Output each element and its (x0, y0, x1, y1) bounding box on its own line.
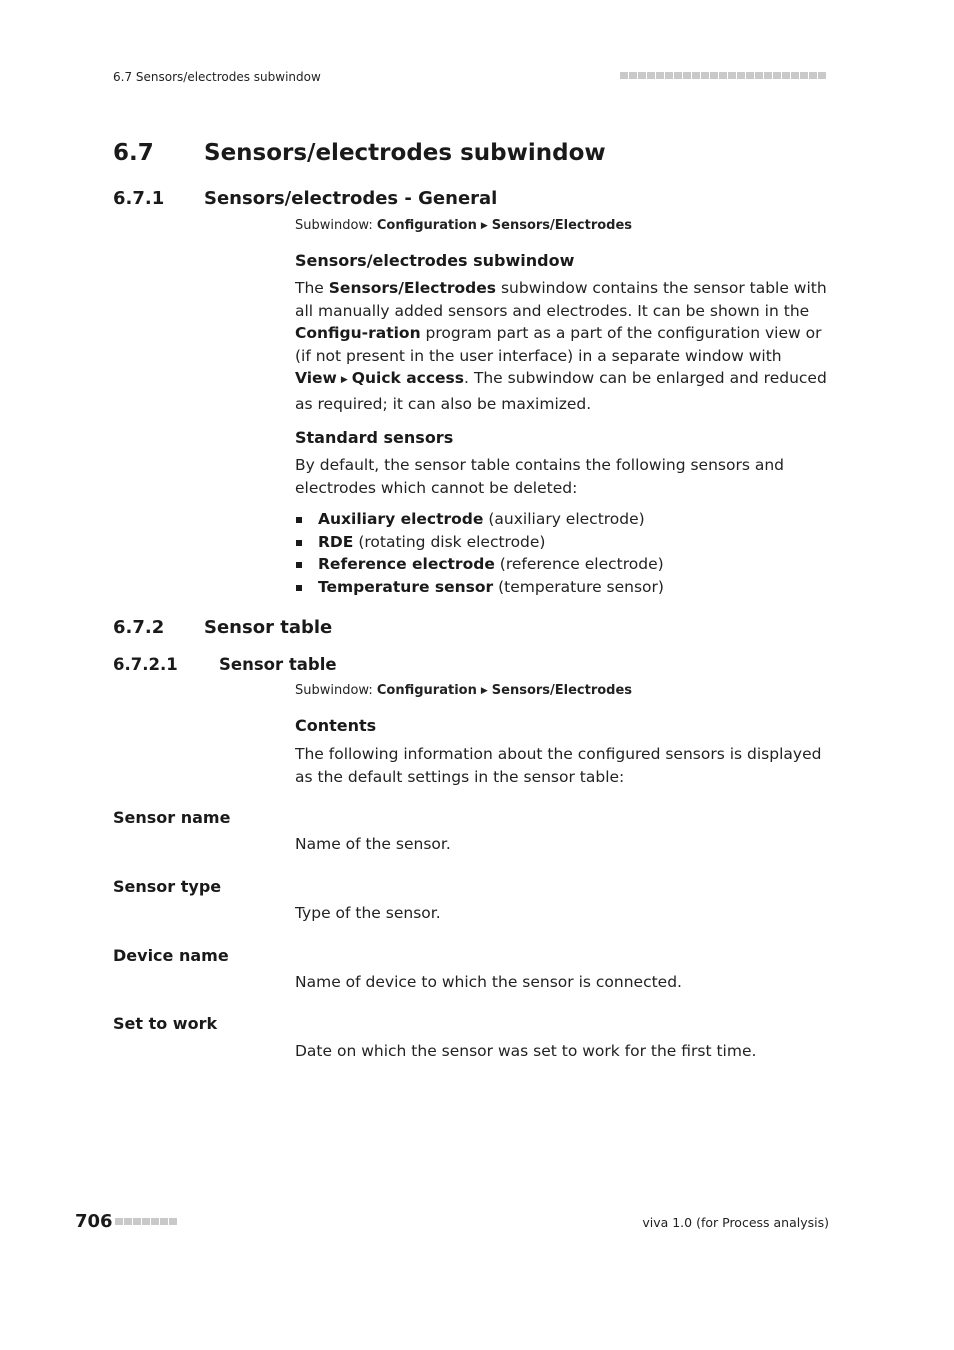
section-heading-6-7-1 (113, 188, 497, 209)
section-heading-6-7 (113, 140, 606, 166)
section-heading-6-7-2 (113, 617, 332, 638)
item-name: Temperature sensor (318, 578, 494, 597)
list-item (295, 576, 830, 599)
decor-square (151, 1218, 159, 1225)
text: subwindow contains the sensor table with all manually added sensors and electrodes. It can be shown in the (295, 279, 827, 320)
decor-square (692, 72, 700, 79)
list-item (295, 531, 830, 554)
section-heading-6-7-2-1 (113, 655, 337, 674)
section-number: 6.7.2 (113, 617, 165, 638)
decor-square (124, 1218, 132, 1225)
subwindow-prefix: Subwindow: (295, 218, 373, 233)
definition-desc: Date on which the sensor was set to work for the first time. (295, 1042, 757, 1060)
decor-square (656, 72, 664, 79)
list-item (295, 553, 830, 576)
section-title: Sensors/electrodes - General (204, 188, 498, 209)
definition-desc: Name of device to which the sensor is connected. (295, 973, 682, 991)
section-title: Sensor table (219, 655, 337, 674)
subwindow-path (295, 218, 632, 233)
definition-term: Sensor name (113, 808, 231, 827)
section-title: Sensors/electrodes subwindow (204, 140, 606, 166)
bullet-square-icon (296, 540, 302, 546)
block-title: Standard sensors (295, 428, 454, 447)
footer-decoration (115, 1218, 177, 1225)
paragraph-standard-intro: By default, the sensor table contains the following sensors and electrodes which cannot be deleted: (295, 456, 785, 497)
subwindow-path-part: Sensors/Electrodes (491, 218, 633, 233)
header-decoration (620, 72, 826, 79)
decor-square (791, 72, 799, 79)
subwindow-path-part: Sensors/Electrodes (491, 683, 633, 698)
text: . The subwindow can be enlarged and reduced as required; it can also be maximized. (295, 369, 827, 413)
decor-square (710, 72, 718, 79)
paragraph-subwindow (295, 277, 830, 415)
section-title: Sensor table (204, 617, 333, 638)
section-number: 6.7.2.1 (113, 655, 178, 674)
decor-square (719, 72, 727, 79)
decor-square (782, 72, 790, 79)
text: The (295, 279, 329, 297)
section-number: 6.7 (113, 140, 154, 166)
decor-square (755, 72, 763, 79)
triangle-right-icon: ▶ (480, 221, 488, 231)
definition-term: Set to work (113, 1014, 218, 1033)
subwindow-path-part: Configuration (376, 218, 477, 233)
paragraph-contents-intro: The following information about the configured sensors is displayed as the default settings in the sensor table: (295, 745, 822, 786)
decor-square (160, 1218, 168, 1225)
item-note: (rotating disk electrode) (358, 532, 546, 551)
bullet-square-icon (296, 517, 302, 523)
emphasis: Quick access (351, 369, 465, 387)
item-name: RDE (318, 532, 354, 551)
page-number: 706 (75, 1211, 113, 1232)
decor-square (169, 1218, 177, 1225)
decor-square (629, 72, 637, 79)
emphasis: Sensors/Electrodes (328, 279, 497, 297)
section-number: 6.7.1 (113, 188, 165, 209)
subwindow-prefix: Subwindow: (295, 683, 373, 698)
decor-square (728, 72, 736, 79)
item-note: (reference electrode) (499, 555, 664, 574)
decor-square (620, 72, 628, 79)
decor-square (647, 72, 655, 79)
decor-square (665, 72, 673, 79)
decor-square (818, 72, 826, 79)
definition-desc: Name of the sensor. (295, 835, 451, 853)
decor-square (638, 72, 646, 79)
subwindow-path (295, 683, 632, 698)
decor-square (800, 72, 808, 79)
decor-square (773, 72, 781, 79)
block-title: Sensors/electrodes subwindow (295, 251, 575, 270)
decor-square (674, 72, 682, 79)
decor-square (133, 1218, 141, 1225)
item-name: Reference electrode (318, 555, 495, 574)
running-header: 6.7 Sensors/electrodes subwindow (113, 70, 321, 84)
definition-term: Sensor type (113, 877, 222, 896)
definition-desc: Type of the sensor. (295, 904, 441, 922)
decor-square (809, 72, 817, 79)
subwindow-path-part: Configuration (376, 683, 477, 698)
decor-square (115, 1218, 123, 1225)
footer-product: viva 1.0 (for Process analysis) (642, 1215, 829, 1230)
text: program part as a part of the configuration view or (if not present in the user interface) in a separate window with (295, 324, 822, 365)
definition-term: Device name (113, 946, 229, 965)
item-note: (auxiliary electrode) (488, 510, 645, 528)
list-item (295, 508, 830, 531)
block-title: Contents (295, 716, 377, 735)
item-name: Auxiliary electrode (318, 510, 484, 528)
emphasis: Configu-ration (295, 324, 421, 342)
decor-square (737, 72, 745, 79)
bullet-square-icon (296, 585, 302, 591)
triangle-right-icon: ▶ (340, 375, 348, 385)
decor-square (764, 72, 772, 79)
decor-square (746, 72, 754, 79)
standard-sensor-list (295, 508, 830, 599)
emphasis: View (295, 369, 337, 387)
item-note: (temperature sensor) (498, 578, 664, 597)
bullet-square-icon (296, 562, 302, 568)
decor-square (701, 72, 709, 79)
decor-square (142, 1218, 150, 1225)
triangle-right-icon: ▶ (480, 686, 488, 696)
decor-square (683, 72, 691, 79)
